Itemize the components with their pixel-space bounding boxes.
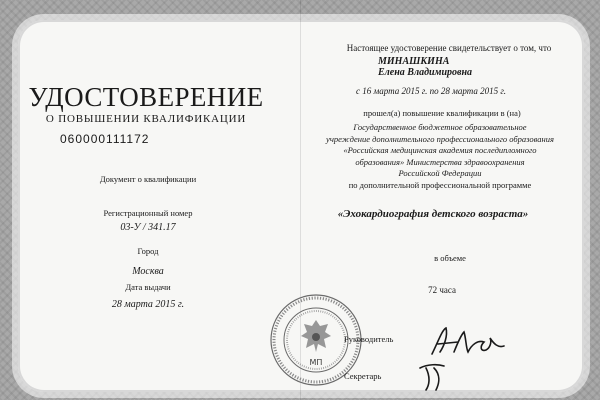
holder-name: Елена Владимировна (378, 67, 473, 78)
doc-label: Документ о квалификации (99, 174, 197, 184)
org-line: «Российская медицинская академия последипломного (343, 145, 537, 155)
program-title: «Эхокардиография детского возраста» (337, 208, 529, 220)
org-program-line: по дополнительной профессиональной программе (348, 179, 532, 190)
volume-label: в объеме (434, 253, 466, 263)
head-label: Руководитель (344, 334, 394, 344)
certificate-title: УДОСТОВЕРЕНИЕ (28, 82, 264, 112)
org-line: Государственное бюджетное образовательное (353, 122, 527, 132)
date-label: Дата выдачи (125, 282, 171, 292)
volume-value: 72 часа (428, 285, 456, 295)
secretary-label: Секретарь (344, 371, 382, 381)
seal-label: МП (309, 358, 323, 367)
city-label: Город (137, 246, 159, 256)
organization-block (320, 122, 560, 191)
org-line: учреждение дополнительного профессионального образования (326, 133, 554, 144)
holder-surname: МИНАШКИНА (378, 56, 450, 67)
city-value: Москва (132, 266, 164, 277)
serial-number: 060000111172 (60, 132, 150, 146)
head-signature-icon (428, 322, 508, 360)
org-line: Российской Федерации (398, 168, 482, 178)
training-period: с 16 марта 2015 г. по 28 марта 2015 г. (356, 86, 506, 96)
reg-label: Регистрационный номер (103, 208, 193, 218)
certificate-subtitle: О ПОВЫШЕНИИ КВАЛИФИКАЦИИ (45, 113, 247, 125)
secretary-signature-icon (416, 360, 456, 394)
org-line: образования» Министерства здравоохранения (355, 156, 525, 167)
date-value: 28 марта 2015 г. (111, 299, 185, 310)
reg-value: 03-У / 341.17 (120, 222, 176, 233)
intro-text: Настоящее удостоверение свидетельствует о том, что (346, 43, 552, 53)
passed-text: прошел(а) повышение квалификации в (на) (363, 108, 521, 118)
